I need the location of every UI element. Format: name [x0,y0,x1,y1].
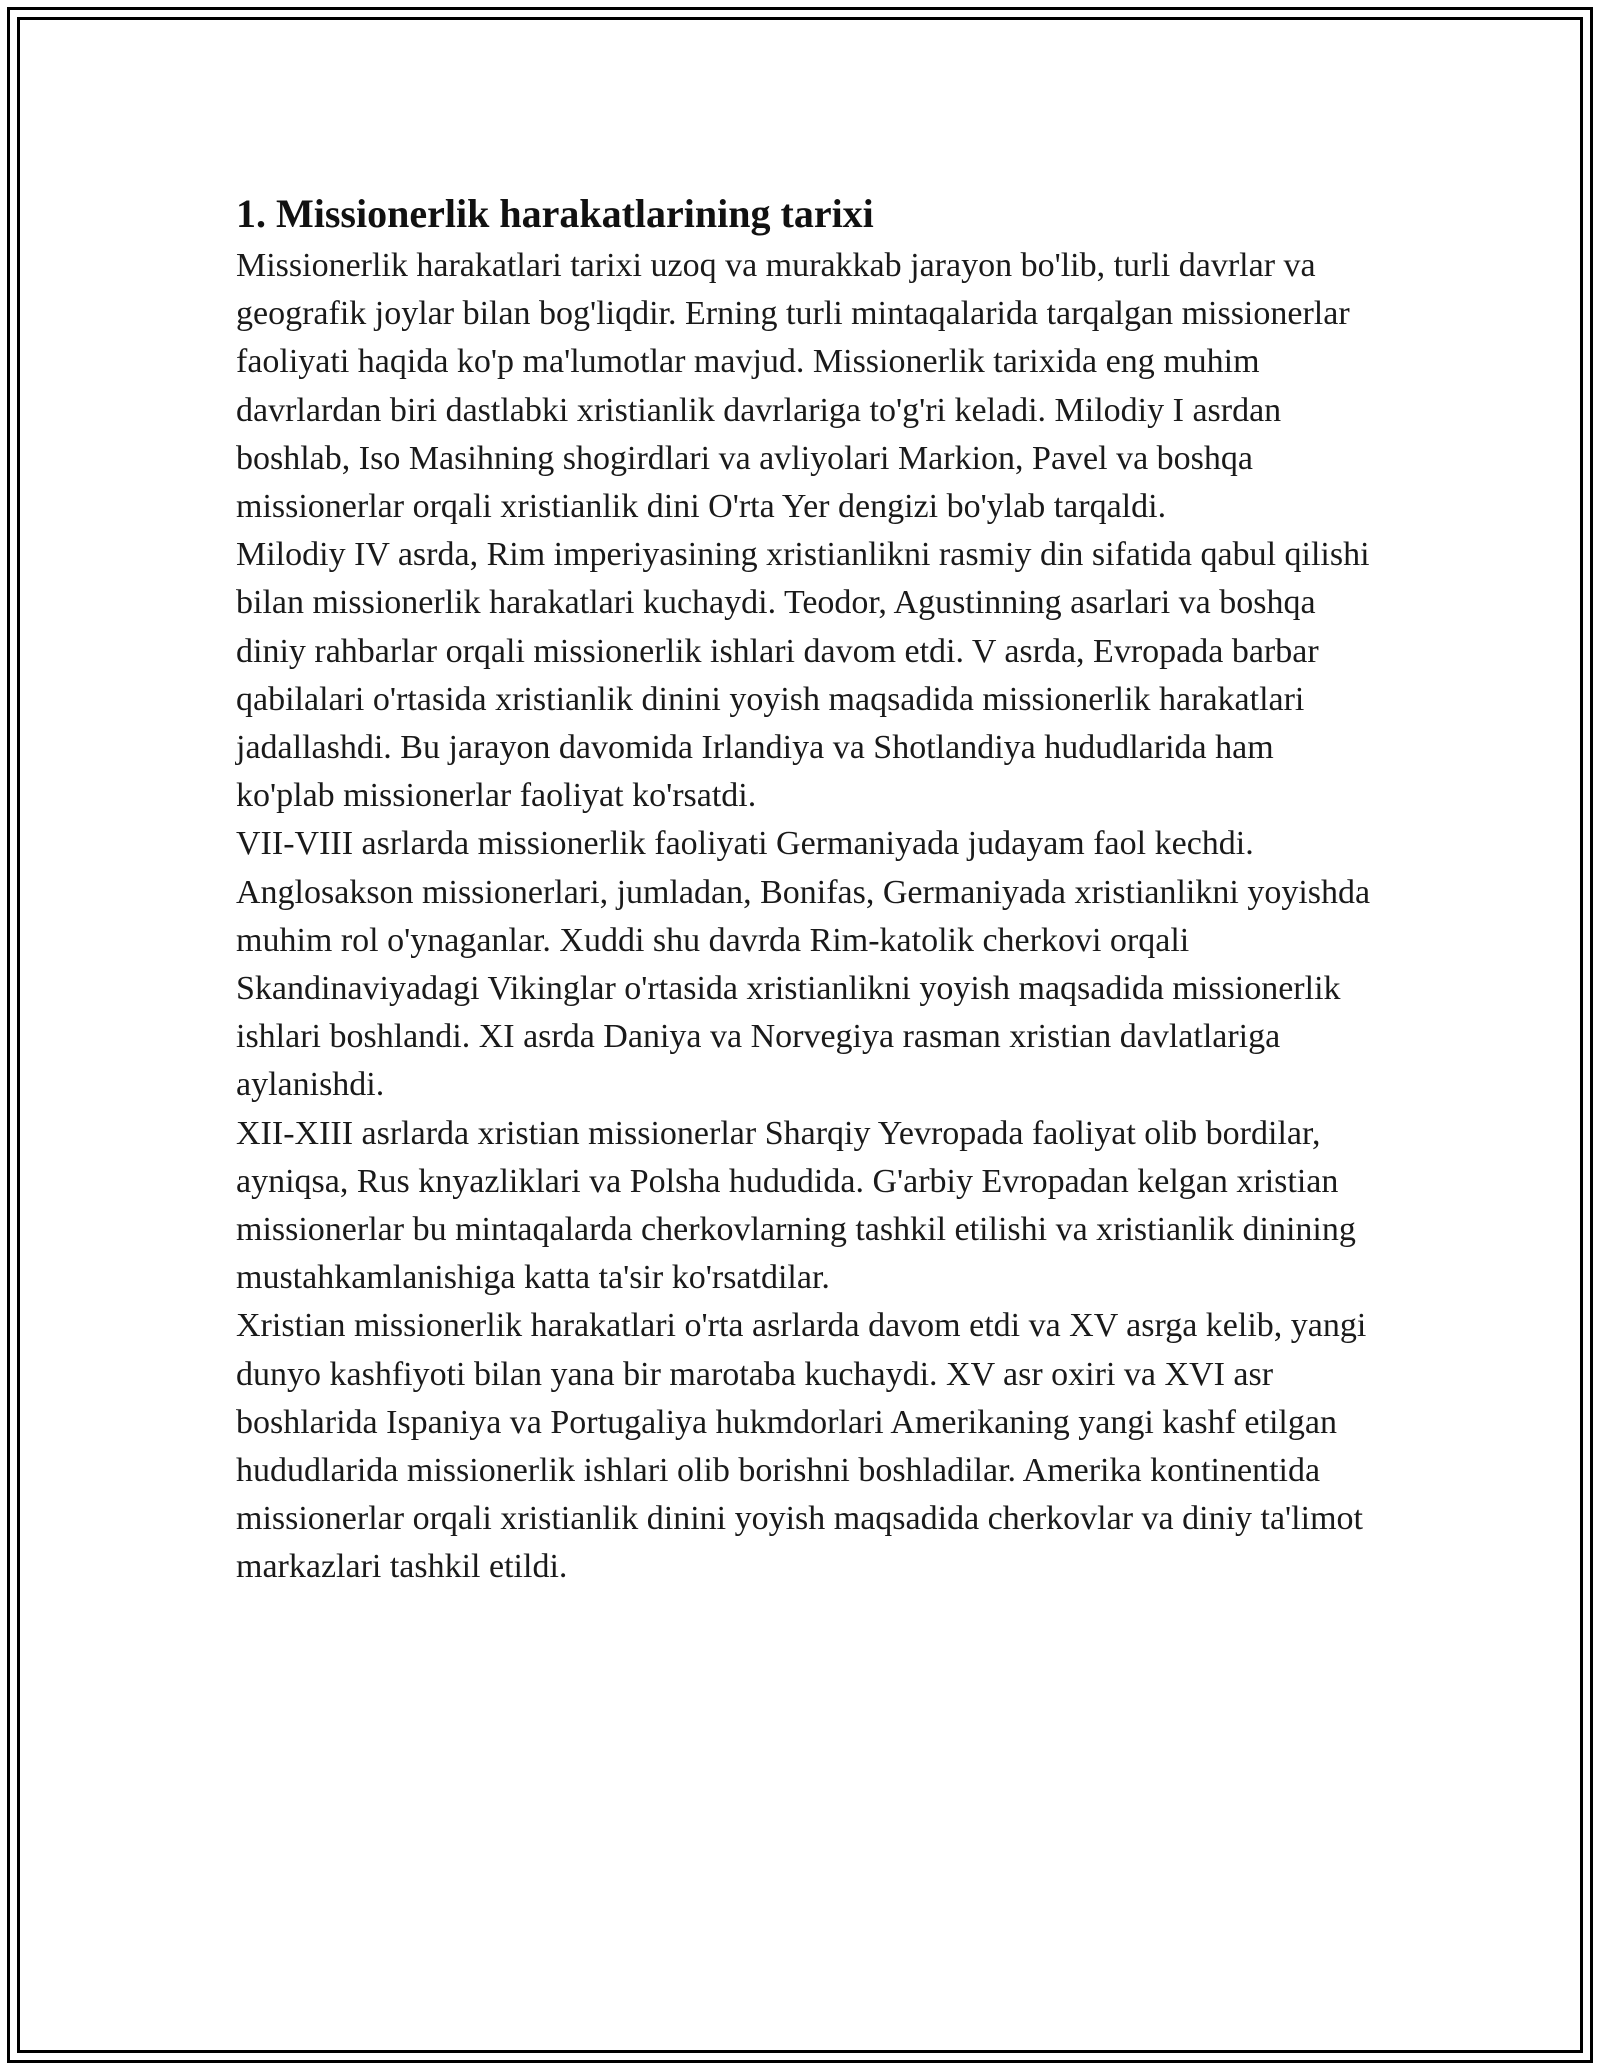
paragraph-4: XII-XIII asrlarda xristian missionerlar Sharqiy Yevropada faoliyat olib bordilar, ayniqsa, Rus knyazliklari va Polsha hududida. G'arbiy Evropadan kelgan xristian missionerlar bu mintaqalarda cherkovlarning tashkil etilishi va xristianlik dinining mustahkamlanishiga katta ta'sir ko'rsatdilar. [236,1114,1356,1297]
paragraph-3: VII-VIII asrlarda missionerlik faoliyati Germaniyada judayam faol kechdi. Anglosakson missionerlari, jumladan, Bonifas, Germaniyada xristianlikni yoyishda muhim rol o'ynaganlar. Xuddi shu davrda Rim-katolik cherkovi orqali Skandinaviyadagi Vikinglar o'rtasida xristianlikni yoyish maqsadida missionerlik ishlari boshlandi. XI asrda Daniya va Norvegiya rasman xristian davlatlariga aylanishdi. [236,825,1371,1104]
paragraph-2: Milodiy IV asrda, Rim imperiyasining xristianlikni rasmiy din sifatida qabul qilishi bilan missionerlik harakatlari kuchaydi. Teodor, Agustinning asarlari va boshqa diniy rahbarlar orqali missionerlik ishlari davom etdi. V asrda, Evropada barbar qabilalari o'rtasida xristianlik dinini yoyish maqsadida missionerlik harakatlari jadallashdi. Bu jarayon davomida Irlandiya va Shotlandiya hududlarida ham ko'plab missionerlar faoliyat ko'rsatdi. [236,536,1370,815]
section-heading: 1. Missionerlik harakatlarining tarixi [236,191,874,236]
document-body [236,186,1376,1592]
paragraph-5: Xristian missionerlik harakatlari o'rta asrlarda davom etdi va XV asrga kelib, yangi dunyo kashfiyoti bilan yana bir marotaba kuchaydi. XV asr oxiri va XVI asr boshlarida Ispaniya va Portugaliya hukmdorlari Amerikaning yangi kashf etilgan hududlarida missionerlik ishlari olib borishni boshladilar. Amerika kontinentida missionerlar orqali xristianlik dinini yoyish maqsadida cherkovlar va diniy ta'limot markazlari tashkil etildi. [236,1307,1367,1586]
paragraph-1: Missionerlik harakatlari tarixi uzoq va murakkab jarayon bo'lib, turli davrlar va geografik joylar bilan bog'liqdir. Erning turli mintaqalarida tarqalgan missionerlar faoliyati haqida ko'p ma'lumotlar mavjud. Missionerlik tarixida eng muhim davrlardan biri dastlabki xristianlik davrlariga to'g'ri keladi. Milodiy I asrdan boshlab, Iso Masihning shogirdlari va avliyolari Markion, Pavel va boshqa missionerlar orqali xristianlik dini O'rta Yer dengizi bo'ylab tarqaldi. [236,247,1350,526]
